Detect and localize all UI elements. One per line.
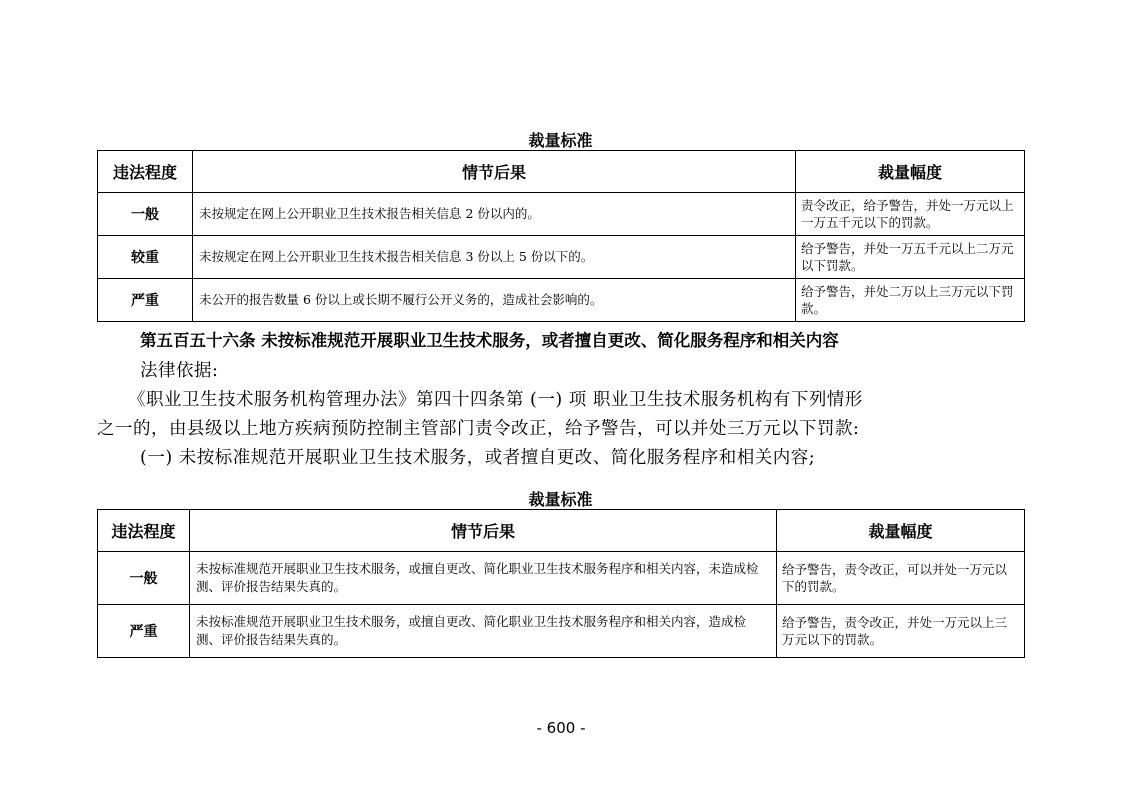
header-penalty-range: 裁量幅度 (777, 510, 1025, 552)
penalty-text: 责令改正，给予警告，并处一万元以上一万五千元以下的罚款。 (796, 193, 1025, 236)
header-circumstances: 情节后果 (190, 510, 777, 552)
discretion-table-1 (97, 150, 1025, 322)
legal-basis-line-2: 之一的，由县级以上地方疾病预防控制主管部门责令改正，给予警告，可以并处三万元以下罚款: (97, 419, 860, 439)
consequence-text: 未按标准规范开展职业卫生技术服务，或擅自更改、简化职业卫生技术服务程序和相关内容，未造成检测、评价报告结果失真的。 (190, 552, 777, 605)
table2-caption: 裁量标准 (528, 490, 593, 509)
header-penalty-range: 裁量幅度 (796, 151, 1025, 193)
consequence-text: 未按标准规范开展职业卫生技术服务，或擅自更改、简化职业卫生技术服务程序和相关内容，造成检测、评价报告结果失真的。 (190, 605, 777, 658)
penalty-text: 给予警告，并处一万五千元以上二万元以下罚款。 (796, 236, 1025, 279)
header-violation-degree: 违法程度 (98, 151, 193, 193)
penalty-text: 给予警告，并处二万以上三万元以下罚款。 (796, 279, 1025, 322)
violation-level: 较重 (98, 236, 193, 279)
table1-caption: 裁量标准 (528, 131, 593, 150)
consequence-text: 未公开的报告数量 6 份以上或长期不履行公开义务的，造成社会影响的。 (193, 279, 796, 322)
consequence-text: 未按规定在网上公开职业卫生技术报告相关信息 2 份以内的。 (193, 193, 796, 236)
violation-level: 一般 (98, 552, 190, 605)
page-number: - 600 - (536, 719, 586, 737)
table-row (98, 236, 1025, 279)
penalty-text: 给予警告，责令改正，并处一万元以上三万元以下的罚款。 (777, 605, 1025, 658)
article-title: 第五百五十六条 未按标准规范开展职业卫生技术服务，或者擅自更改、简化服务程序和相关内容 (140, 331, 839, 350)
violation-level: 一般 (98, 193, 193, 236)
consequence-text: 未按规定在网上公开职业卫生技术报告相关信息 3 份以上 5 份以下的。 (193, 236, 796, 279)
table-row (98, 279, 1025, 322)
legal-basis-label: 法律依据: (140, 361, 219, 381)
discretion-table-2 (97, 509, 1025, 658)
penalty-text: 给予警告，责令改正，可以并处一万元以下的罚款。 (777, 552, 1025, 605)
table-row (98, 605, 1025, 658)
table-header-row (98, 151, 1025, 193)
violation-level: 严重 (98, 279, 193, 322)
legal-basis-line-1: 《职业卫生技术服务机构管理办法》第四十四条第 (一) 项 职业卫生技术服务机构有下列情形 (128, 390, 863, 410)
table-header-row (98, 510, 1025, 552)
violation-level: 严重 (98, 605, 190, 658)
table-row (98, 193, 1025, 236)
table-row (98, 552, 1025, 605)
header-circumstances: 情节后果 (193, 151, 796, 193)
legal-basis-line-3: (一) 未按标准规范开展职业卫生技术服务，或者擅自更改、简化服务程序和相关内容; (140, 448, 816, 468)
header-violation-degree: 违法程度 (98, 510, 190, 552)
